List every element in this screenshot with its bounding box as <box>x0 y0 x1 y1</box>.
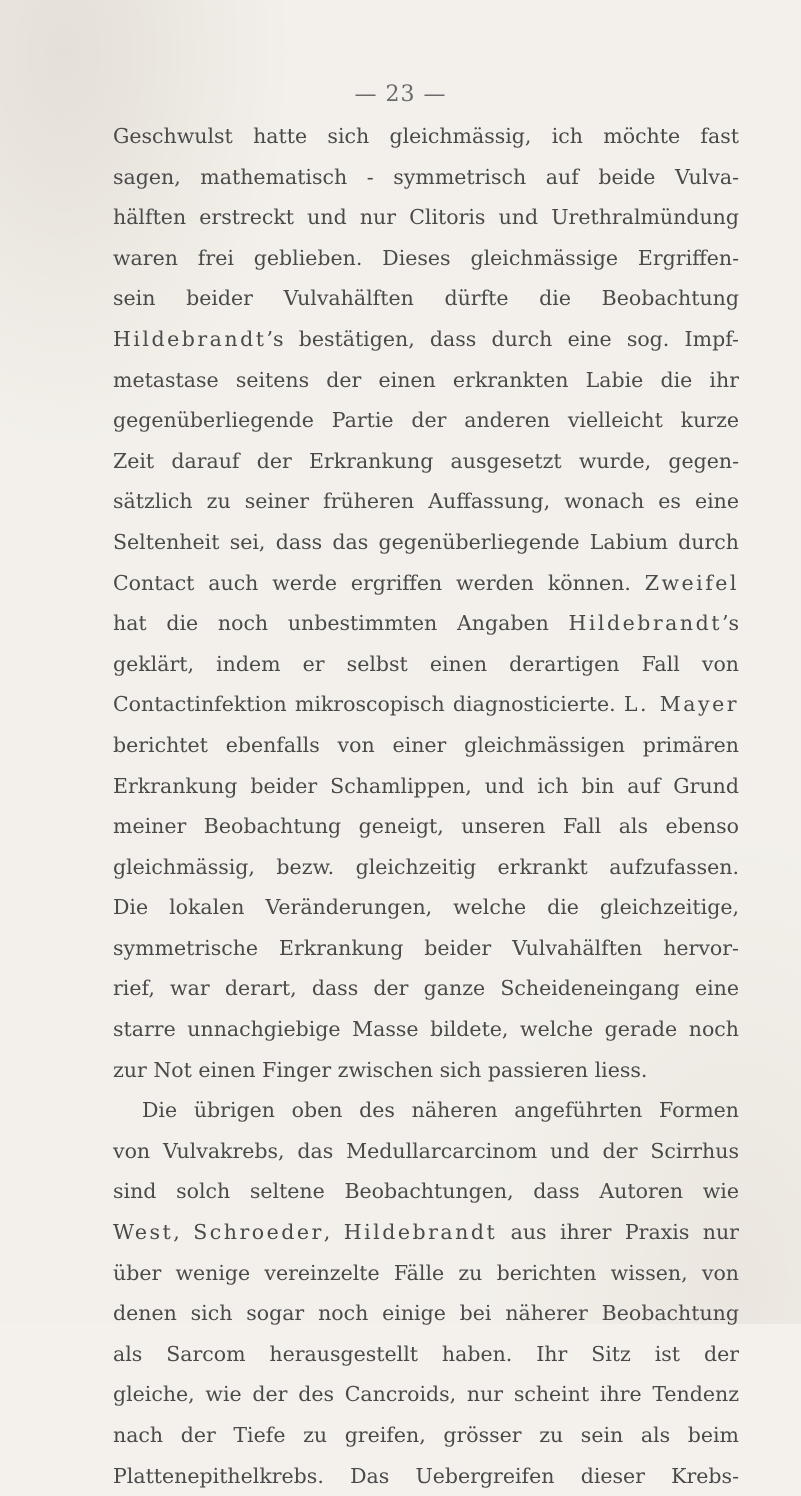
text-line <box>113 157 739 198</box>
text-segment: ’s <box>721 611 739 636</box>
text-segment: sätzlich zu seiner früheren Auffassung, wonach es eine <box>113 489 739 514</box>
text-segment: gegenüberliegende Partie der anderen vielleicht kurze <box>113 408 739 433</box>
author-name: Hildebrandt <box>343 1220 498 1245</box>
text-segment: rief, war derart, dass der ganze Scheideneingang eine <box>113 976 739 1001</box>
text-segment: starre unnachgiebige Masse bildete, welche gerade noch <box>113 1017 739 1042</box>
text-line <box>113 522 739 563</box>
text-line <box>113 1253 739 1294</box>
text-segment: denen sich sogar noch einige bei näherer Beobachtung <box>113 1301 739 1326</box>
text-line <box>113 197 739 238</box>
body-text <box>113 116 739 1496</box>
text-line <box>113 1131 739 1172</box>
text-segment: Contact auch werde ergriffen werden können. <box>113 570 645 595</box>
text-segment: aus ihrer Praxis nur <box>497 1220 739 1245</box>
text-line <box>113 1456 739 1496</box>
text-line <box>113 847 739 888</box>
page-number: — 23 — <box>354 82 447 107</box>
text-line <box>113 1334 739 1375</box>
text-segment: sind solch seltene Beobachtungen, dass Autoren wie <box>113 1179 739 1204</box>
author-name: Hildebrandt <box>568 611 722 636</box>
text-line <box>113 400 739 441</box>
text-segment: von Vulvakrebs, das Medullarcarcinom und der Scirrhus <box>113 1138 739 1163</box>
text-line <box>113 887 739 928</box>
text-line <box>113 1050 739 1091</box>
text-segment: Plattenepithelkrebs. Das Uebergreifen dieser Krebs- <box>113 1463 739 1488</box>
text-line <box>113 116 739 157</box>
text-segment: Seltenheit sei, dass das gegenüberliegende Labium durch <box>113 529 739 554</box>
text-segment: waren frei geblieben. Dieses gleichmässige Ergriffen- <box>113 245 739 270</box>
text-segment: Die übrigen oben des näheren angeführten Formen <box>142 1098 739 1123</box>
text-segment: symmetrische Erkrankung beider Vulvahälften hervor- <box>113 935 739 960</box>
author-name: Schroeder <box>193 1220 324 1245</box>
text-line <box>113 806 739 847</box>
text-line <box>113 1090 739 1131</box>
text-line <box>113 1212 739 1253</box>
author-name: West <box>113 1220 174 1245</box>
text-segment: , <box>323 1220 344 1245</box>
text-line <box>113 725 739 766</box>
text-segment: hälften erstreckt und nur Clitoris und Urethralmündung <box>113 205 739 230</box>
text-segment: sein beider Vulvahälften dürfte die Beobachtung <box>113 286 739 311</box>
text-segment: über wenige vereinzelte Fälle zu berichten wissen, von <box>113 1260 739 1285</box>
text-segment: ’s bestätigen, dass durch eine sog. Impf- <box>266 326 739 351</box>
text-segment: zur Not einen Finger zwischen sich passieren liess. <box>113 1057 648 1082</box>
text-segment: berichtet ebenfalls von einer gleichmässigen primären <box>113 732 739 757</box>
text-segment: meiner Beobachtung geneigt, unseren Fall als ebenso <box>113 814 739 839</box>
text-line <box>113 563 739 604</box>
text-segment: nach der Tiefe zu greifen, grösser zu sein als beim <box>113 1423 739 1447</box>
text-segment: metastase seitens der einen erkrankten Labie die ihr <box>113 367 739 392</box>
text-segment: gleiche, wie der des Cancroids, nur scheint ihre Tendenz <box>113 1382 739 1407</box>
text-segment: Die lokalen Veränderungen, welche die gleichzeitige, <box>113 895 739 920</box>
text-line <box>113 1293 739 1334</box>
text-line <box>113 1374 739 1415</box>
author-name: Zweifel <box>644 570 739 595</box>
text-segment: Geschwulst hatte sich gleichmässig, ich möchte fast <box>113 124 739 148</box>
text-line <box>113 319 739 360</box>
text-line <box>113 928 739 969</box>
text-line <box>113 481 739 522</box>
text-segment: als Sarcom herausgestellt haben. Ihr Sitz ist der <box>113 1341 739 1366</box>
text-line <box>113 360 739 401</box>
author-name: Hildebrandt <box>113 326 267 351</box>
text-segment: gleichmässig, bezw. gleichzeitig erkrankt aufzufassen. <box>113 854 739 879</box>
text-segment: geklärt, indem er selbst einen derartigen Fall von <box>113 651 739 676</box>
text-line <box>113 684 739 725</box>
text-segment: , <box>173 1220 194 1245</box>
text-segment: hat die noch unbestimmten Angaben <box>113 611 569 636</box>
text-line <box>113 1171 739 1212</box>
author-name: L. Mayer <box>623 692 739 717</box>
text-segment: Erkrankung beider Schamlippen, und ich bin auf Grund <box>113 773 739 798</box>
text-line <box>113 603 739 644</box>
text-segment: sagen, mathematisch - symmetrisch auf beide Vulva- <box>113 164 739 189</box>
text-line <box>113 644 739 685</box>
text-segment: Zeit darauf der Erkrankung ausgesetzt wurde, gegen- <box>113 448 739 473</box>
text-line <box>113 766 739 807</box>
text-line <box>113 441 739 482</box>
text-line <box>113 278 739 319</box>
text-line <box>113 238 739 279</box>
text-segment: Contactinfektion mikroscopisch diagnosticierte. <box>113 692 624 717</box>
text-line <box>113 1009 739 1050</box>
text-line <box>113 1415 739 1456</box>
text-line <box>113 968 739 1009</box>
